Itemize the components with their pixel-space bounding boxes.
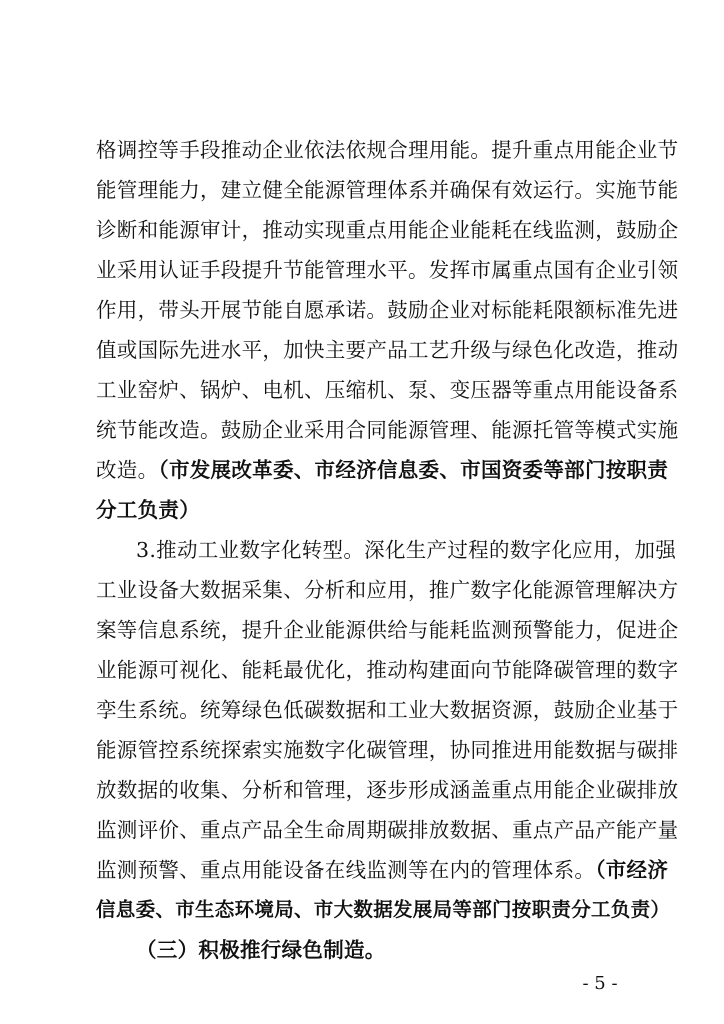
page-number: - 5 - — [582, 973, 618, 994]
body-text-line: 能源管控系统探索实施数字化碳管理，协同推进用能数据与碳排 — [96, 738, 679, 762]
body-text-line: 监测评价、重点产品全生命周期碳排放数据、重点产品产能产量 — [96, 818, 679, 842]
section-item-title: 3.推动工业数字化转型。深化生产过程的数字化应用，加强 — [136, 538, 677, 562]
body-text-line: 能管理能力，建立健全能源管理体系并确保有效运行。实施节能 — [96, 178, 679, 202]
body-text-line: 工业窑炉、锅炉、电机、压缩机、泵、变压器等重点用能设备系 — [96, 378, 679, 402]
body-text-line — [96, 894, 671, 926]
body-text-line: 诊断和能源审计，推动实现重点用能企业能耗在线监测，鼓励企 — [96, 218, 679, 242]
body-text-line: 格调控等手段推动企业依法依规合理用能。提升重点用能企业节 — [96, 138, 679, 162]
body-text-line: 业能源可视化、能耗最优化，推动构建面向节能降碳管理的数字 — [96, 658, 679, 682]
body-text-line: 放数据的收集、分析和管理，逐步形成涵盖重点用能企业碳排放 — [96, 778, 679, 802]
responsible-departments: 分工负责） — [96, 498, 200, 522]
body-text-line: 作用，带头开展节能自愿承诺。鼓励企业对标能耗限额标准先进 — [96, 298, 679, 322]
body-text-line: 统节能改造。鼓励企业采用合同能源管理、能源托管等模式实施 — [96, 418, 679, 442]
section-heading: （三）积极推行绿色制造。 — [136, 938, 386, 962]
body-text-line: 案等信息系统，提升企业能源供给与能耗监测预警能力，促进企 — [96, 618, 679, 642]
responsible-departments: 信息委、市生态环境局、市大数据发展局等部门按职责分工负责） — [96, 898, 671, 921]
body-text-line: 业采用认证手段提升节能管理水平。发挥市属重点国有企业引领 — [96, 258, 679, 282]
responsible-departments: （市发展改革委、市经济信息委、市国资委等部门按职责 — [158, 458, 669, 482]
body-text-line: 工业设备大数据采集、分析和应用，推广数字化能源管理解决方 — [96, 578, 679, 602]
body-text-line: 改造。（市发展改革委、市经济信息委、市国资委等部门按职责 — [96, 458, 669, 482]
responsible-departments: （市经济 — [595, 858, 669, 882]
body-text-line: 监测预警、重点用能设备在线监测等在内的管理体系。（市经济 — [96, 858, 669, 882]
body-text-line: 孪生系统。统筹绿色低碳数据和工业大数据资源，鼓励企业基于 — [96, 698, 679, 722]
body-text-line: 值或国际先进水平，加快主要产品工艺升级与绿色化改造，推动 — [96, 338, 679, 362]
body-text-line — [96, 494, 636, 526]
